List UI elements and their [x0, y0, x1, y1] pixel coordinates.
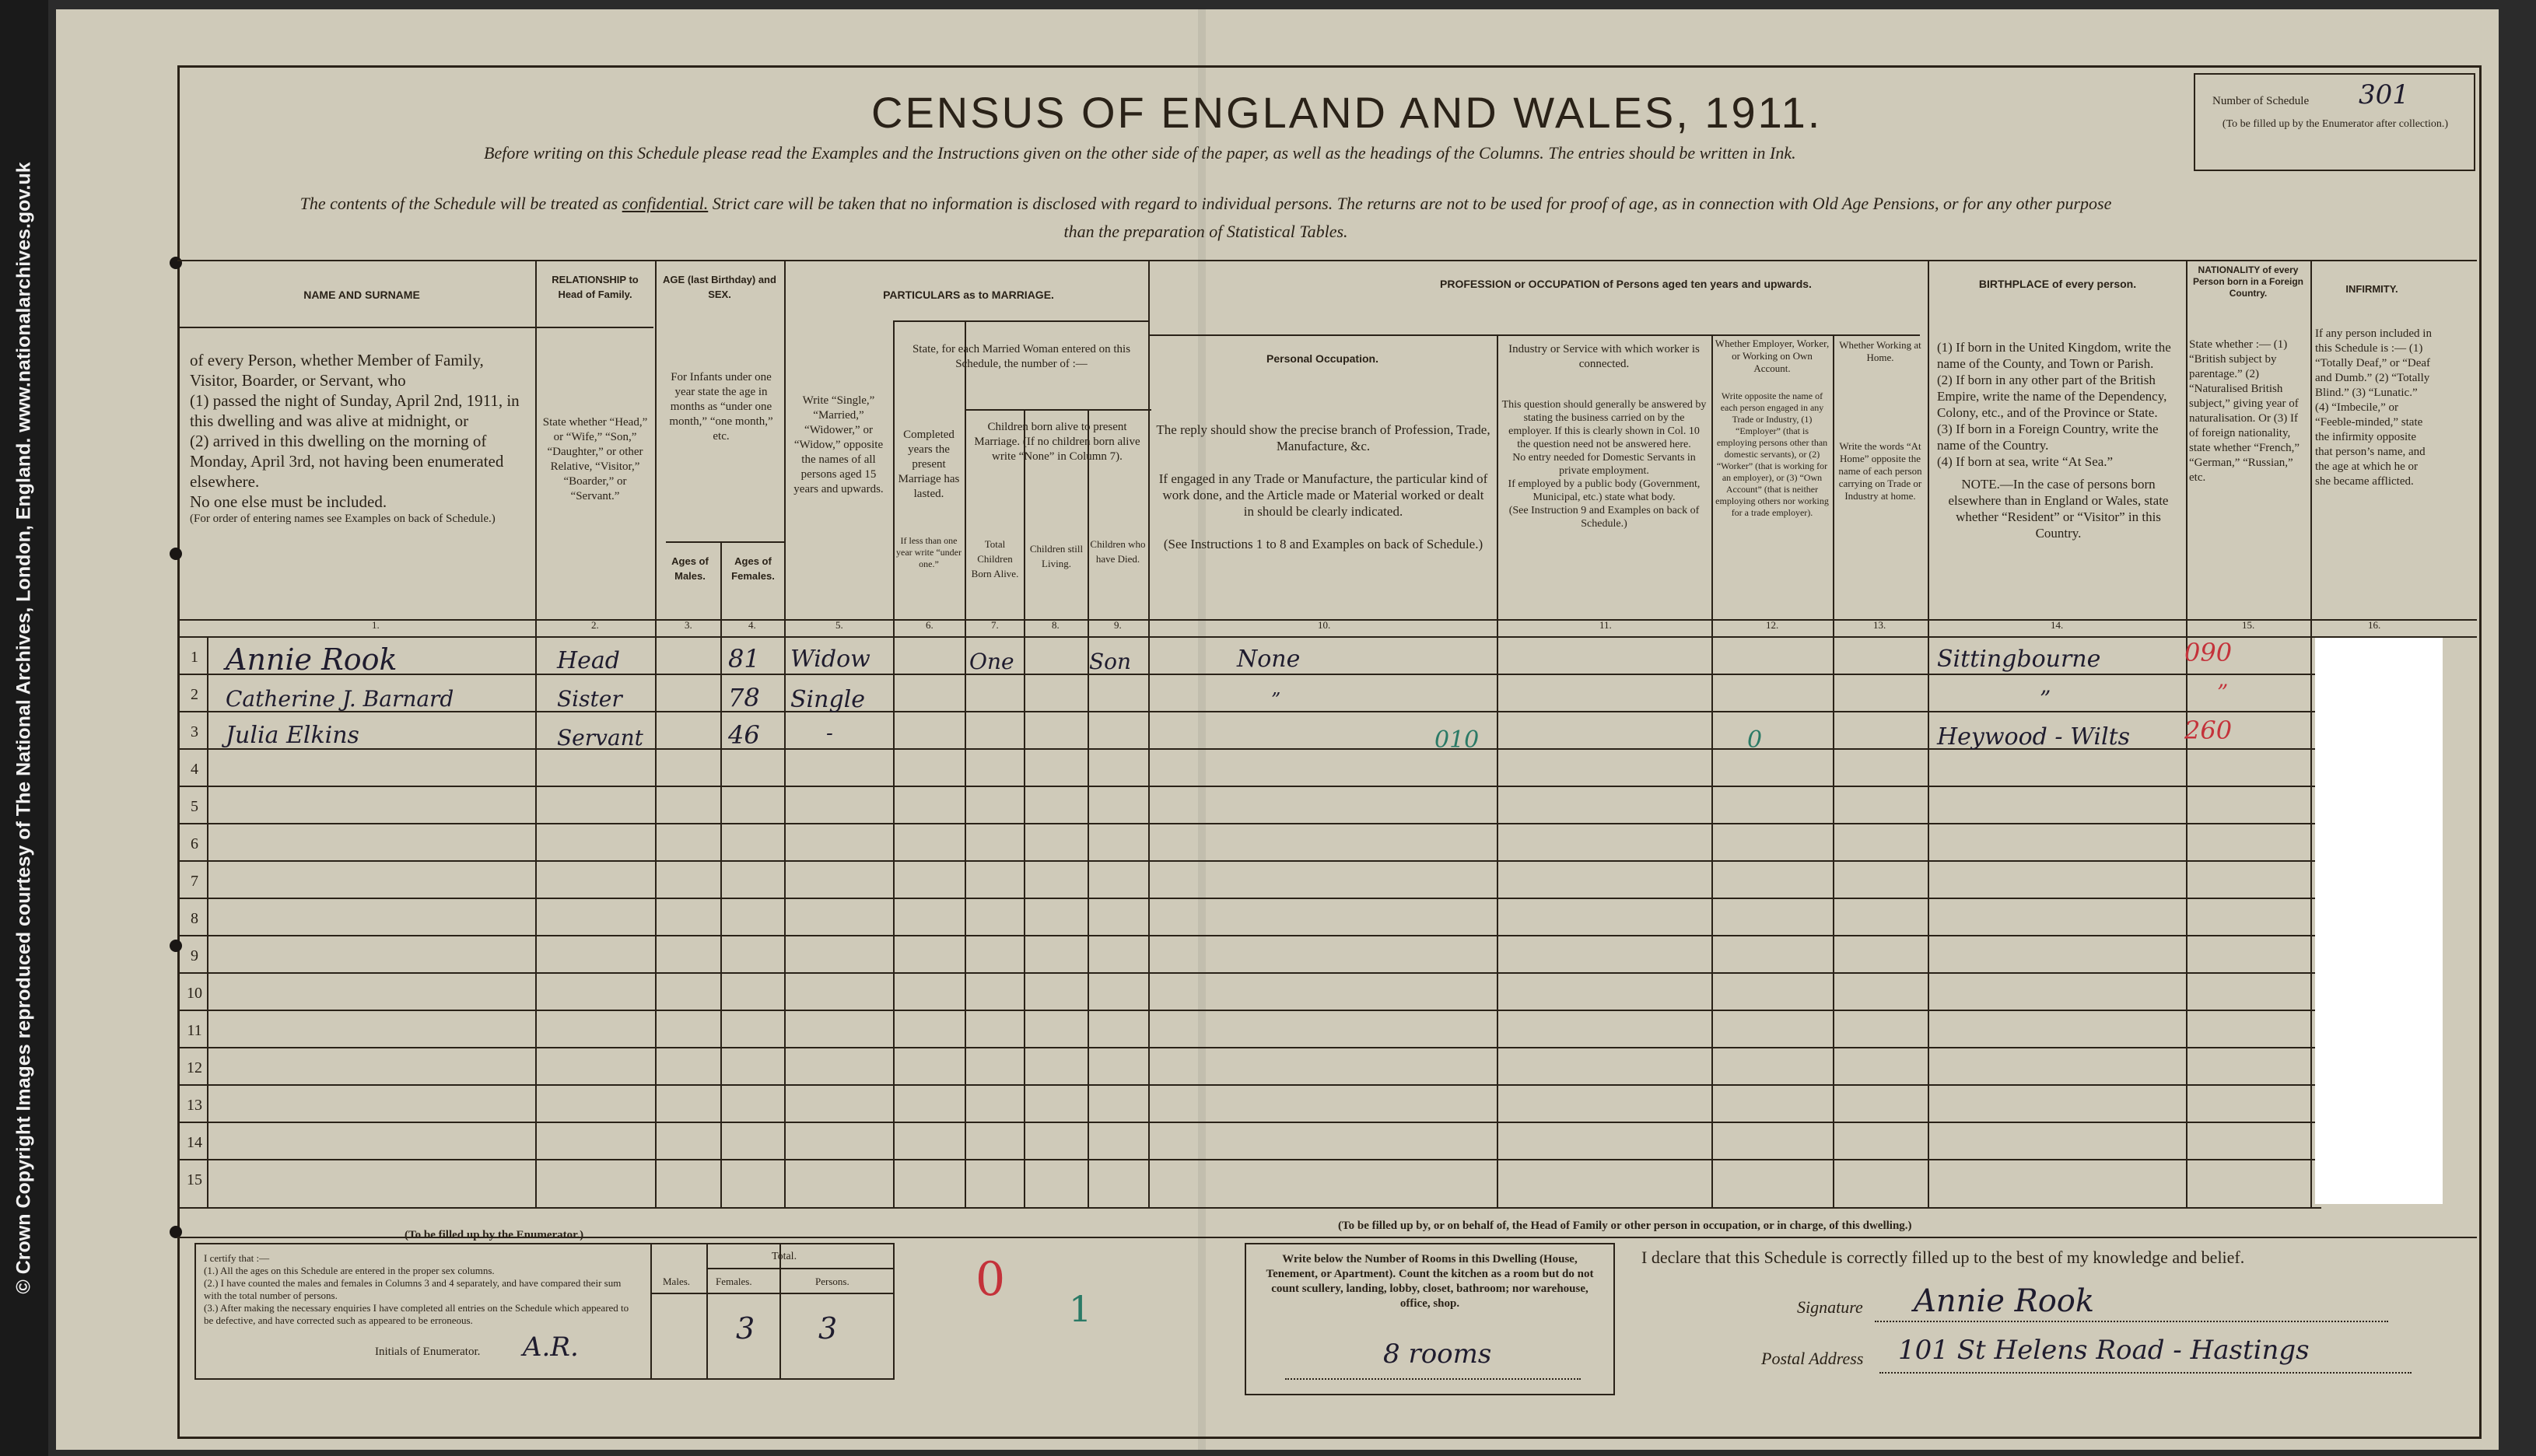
row-line — [177, 860, 2315, 862]
rooms-dotline — [1285, 1378, 1581, 1380]
conf-text-3: than the preparation of Statistical Tables. — [1063, 222, 1348, 241]
header-ages-females: Ages of Females. — [731, 555, 775, 582]
row3-employer-code: 0 — [1747, 726, 1763, 754]
header-birthplace-desc — [1937, 339, 2180, 541]
birth-rule-4: (4) If born at sea, write “At Sea.” — [1937, 454, 2114, 469]
name-rule-1: (1) passed the night of Sunday, April 2nd, 1911, in this dwelling and was alive at midnight, or — [190, 391, 520, 430]
row-line — [177, 1159, 2315, 1160]
row3-birthplace: Heywood - Wilts — [1937, 723, 2131, 751]
col-number: 14. — [2051, 619, 2064, 631]
row1-birthplace: Sittingbourne — [1937, 646, 2101, 673]
header-marriage: PARTICULARS as to MARRIAGE. — [883, 289, 1054, 301]
row2-age-female: 78 — [728, 683, 760, 712]
total-label: Total. — [772, 1251, 797, 1262]
copyright-text: © Crown Copyright Images reproduced courtesy of The National Archives, London, England. www.nationalarchives.gov.uk — [12, 162, 35, 1294]
green-tally-mark: 1 — [1069, 1288, 1092, 1330]
row3-relationship: Servant — [557, 725, 643, 751]
industry-desc-1: This question should generally be answered by stating the business carried on by the employer. If this is clearly shown in Col. 10 the question need not be answered here. — [1501, 399, 1707, 450]
header-marriage-write: Write “Single,” “Married,” “Widower,” or “Widow,” opposite the names of all persons aged 15 years and upwards. — [793, 394, 884, 495]
col-line — [535, 260, 537, 1207]
punch-hole — [170, 548, 182, 560]
birth-note: NOTE.—In the case of persons born elsewhere than in England or Wales, state whether “Resident” or “Visitor” in this Country. — [1948, 477, 2169, 541]
row1-relationship: Head — [557, 647, 621, 674]
subheader-line — [666, 541, 786, 543]
name-rule-3: No one else must be included. — [190, 492, 387, 511]
header-died: Children who have Died. — [1090, 538, 1146, 565]
header-infirmity-desc: If any person included in this Schedule is :— (1) “Totally Deaf,” or “Deaf and Dumb.” (2) “Totally Blind.” (3) “Lunatic.” (4) “Imbecile,” or “Feeble-minded,” state the infirmity opposite that person’s name, and the age at which he or she became afflicted. — [2315, 327, 2432, 488]
enumerator-initials: A.R. — [523, 1332, 579, 1363]
row-line — [177, 711, 2315, 712]
col-line — [1148, 260, 1150, 1207]
row-number: 3 — [191, 723, 198, 740]
col-line — [965, 320, 966, 1207]
col-number: 15. — [2242, 619, 2255, 631]
col-number: 11. — [1599, 619, 1612, 631]
col-line — [893, 320, 895, 1207]
enum-divider — [779, 1244, 781, 1378]
col-number: 10. — [1318, 619, 1331, 631]
signature: Annie Rook — [1914, 1283, 2095, 1319]
col-line — [1928, 260, 1929, 1207]
header-employer-desc: Write opposite the name of each person engaged in any Trade or Industry, (1) “Employer” (that is employing persons other than domestic servants), or (2) “Worker” (that is working for an employer), or (3) “Own Account” (that is neither employing others nor working for a trade employer). — [1715, 390, 1829, 518]
postal-address: 101 St Helens Road - Hastings — [1898, 1335, 2310, 1366]
row-number: 7 — [191, 873, 198, 890]
row-line — [177, 972, 2315, 974]
row-line — [177, 786, 2315, 787]
row-number: 8 — [191, 910, 198, 927]
row3-code: 260 — [2184, 716, 2233, 745]
header-personal-occupation: Personal Occupation. — [1266, 352, 1378, 365]
declaration: I declare that this Schedule is correctly filled up to the best of my knowledge and belief. — [1641, 1248, 2245, 1267]
form-title: CENSUS OF ENGLAND AND WALES, 1911. — [871, 88, 1823, 137]
row1-occupation: None — [1237, 646, 1301, 673]
certify-1: (1.) All the ages on this Schedule are entered in the proper sex columns. — [204, 1265, 495, 1276]
header-children-born: Children born alive to present Marriage. (If no children born alive write “None” in Column 7). — [974, 421, 1140, 463]
col-number: 12. — [1766, 619, 1779, 631]
row-line — [177, 823, 2315, 824]
row3-occupation-code: 010 — [1434, 726, 1480, 754]
header-profession: PROFESSION or OCCUPATION of Persons aged ten years and upwards. — [1440, 278, 1812, 290]
schedule-number-note: (To be filled up by the Enumerator after collection.) — [2222, 118, 2449, 130]
row2-occupation: ” — [1271, 689, 1281, 711]
males-label: Males. — [663, 1276, 691, 1287]
row2-code: ” — [2217, 680, 2229, 705]
row-line — [177, 935, 2315, 936]
row-number: 6 — [191, 835, 198, 852]
row-number: 11 — [187, 1022, 202, 1039]
col-number: 6. — [926, 619, 933, 631]
row3-name: Julia Elkins — [226, 722, 359, 749]
row-number: 14 — [187, 1134, 202, 1151]
row1-code: 090 — [2184, 638, 2233, 667]
enum-divider — [650, 1244, 652, 1378]
enum-divider — [650, 1293, 893, 1294]
subheader-line — [965, 409, 1151, 411]
total-females: 3 — [736, 1311, 755, 1346]
header-ages-males: Ages of Males. — [671, 555, 709, 582]
row3-age-female: 46 — [728, 720, 760, 750]
punch-hole — [170, 940, 182, 952]
header-at-home: Whether Working at Home. — [1839, 339, 1921, 363]
col-line — [1833, 334, 1834, 1207]
form-intro: Before writing on this Schedule please read the Examples and the Instructions given on the other side of the paper, as well as the headings of the Columns. The entries should be written in Ink. — [484, 143, 1796, 163]
copyright-strip — [0, 0, 48, 1456]
header-married-woman: State, for each Married Woman entered on this Schedule, the number of :— — [912, 343, 1131, 370]
header-relationship: RELATIONSHIP to Head of Family. — [552, 274, 639, 300]
col-line — [655, 260, 657, 1207]
row-number: 9 — [191, 947, 198, 964]
col-number: 3. — [685, 619, 692, 631]
row-line — [177, 674, 2315, 675]
enum-divider — [708, 1268, 893, 1269]
row-number: 4 — [191, 761, 198, 778]
col-number: 9. — [1114, 619, 1122, 631]
conf-underlined: confidential. — [622, 194, 709, 213]
row1-died: Son — [1089, 649, 1132, 674]
occ-desc-1: The reply should show the precise branch of Profession, Trade, Manufacture, &c. — [1156, 422, 1490, 453]
header-total-born: Total Children Born Alive. — [971, 538, 1019, 579]
conf-text-1: The contents of the Schedule will be treated as — [299, 194, 618, 213]
schedule-number: 301 — [2359, 79, 2409, 110]
persons-label: Persons. — [815, 1276, 849, 1287]
signature-label: Signature — [1797, 1297, 1863, 1317]
header-age-desc: For Infants under one year state the age in months as “under one month,” “one month,” etc. — [669, 371, 773, 443]
header-at-home-desc: Write the words “At Home” opposite the name of each person carrying on Trade or Industry at home. — [1838, 440, 1922, 502]
birth-rule-3: (3) If born in a Foreign Country, write the name of the Country. — [1937, 422, 2159, 453]
schedule-number-label: Number of Schedule — [2212, 95, 2310, 107]
table-bottom-line — [177, 1207, 2321, 1209]
col-number: 5. — [835, 619, 843, 631]
header-birthplace: BIRTHPLACE of every person. — [1978, 278, 2137, 290]
row3-marriage: - — [826, 722, 833, 745]
row-number: 15 — [187, 1171, 202, 1188]
col-line — [1024, 409, 1025, 1207]
header-name: NAME AND SURNAME — [303, 289, 420, 301]
col-line — [1497, 334, 1498, 1207]
row2-birthplace: ” — [2040, 686, 2051, 712]
header-relationship-desc: State whether “Head,” or “Wife,” “Son,” “Daughter,” or other Relative, “Visitor,” “Boarder,” or “Servant.” — [542, 416, 648, 502]
name-desc-text: of every Person, whether Member of Family, Visitor, Boarder, or Servant, who — [190, 351, 484, 390]
row-line — [177, 1084, 2315, 1086]
row2-relationship: Sister — [557, 686, 622, 712]
header-industry-desc — [1501, 398, 1707, 530]
total-persons: 3 — [818, 1311, 838, 1346]
address-dotline — [1879, 1372, 2412, 1374]
col-number: 4. — [748, 619, 756, 631]
occupier-heading: (To be filled up by, or on behalf of, the Head of Family or other person in occupation, or in charge, of this dwelling.) — [1338, 1220, 1912, 1232]
name-rule-4: (For order of entering names see Examples on back of Schedule.) — [190, 513, 496, 525]
subheader-line — [177, 327, 653, 328]
header-industry: Industry or Service with which worker is connected. — [1508, 343, 1700, 370]
header-name-desc — [190, 350, 527, 527]
certify-2: (2.) I have counted the males and females in Columns 3 and 4 separately, and have compared their sum with the total number of persons. — [204, 1277, 622, 1301]
occ-desc-2: If engaged in any Trade or Manufacture, the particular kind of work done, and the Article made or Material worked or dealt in should be clearly indicated. — [1158, 471, 1488, 519]
row1-name: Annie Rook — [226, 642, 398, 677]
header-age: AGE (last Birthday) and SEX. — [663, 274, 776, 300]
rooms-box — [1245, 1243, 1615, 1395]
col-number: 1. — [372, 619, 380, 631]
rooms-instructions: Write below the Number of Rooms in this Dwelling (House, Tenement, or Apartment). Count the kitchen as a room but do not count scullery, landing, lobby, closet, bathroom; nor warehouse, office, shop. — [1266, 1253, 1594, 1310]
row-number: 2 — [191, 686, 198, 703]
row-number: 5 — [191, 798, 198, 815]
enum-divider — [706, 1244, 708, 1378]
enumerator-heading: (To be filled up by the Enumerator.) — [405, 1229, 584, 1241]
header-employer: Whether Employer, Worker, or Working on Own Account. — [1715, 338, 1830, 374]
header-still-living: Children still Living. — [1029, 543, 1084, 569]
females-label: Females. — [716, 1276, 752, 1287]
col-line — [784, 260, 786, 1207]
row-number: 13 — [187, 1097, 202, 1114]
header-nationality: NATIONALITY of every Person born in a Foreign Country. — [2192, 264, 2303, 299]
rooms-count: 8 rooms — [1383, 1339, 1492, 1370]
header-nationality-desc: State whether :— (1) “British subject by parentage.” (2) “Naturalised British subject,” giving year of naturalisation. Or (3) If of foreign nationality, state whether “French,” “German,” “Russian,” etc. — [2189, 338, 2300, 484]
row-line — [177, 1047, 2315, 1048]
schedule-number-box — [2194, 73, 2475, 171]
red-tally-mark: 0 — [976, 1252, 1006, 1307]
certify-3: (3.) After making the necessary enquiries I have completed all entries on the Schedule which appeared to be defective, and have corrected such as appeared to be erroneous. — [204, 1302, 629, 1326]
enumerator-certify — [204, 1252, 639, 1327]
col-number: 8. — [1052, 619, 1060, 631]
col-line — [2310, 260, 2312, 1207]
name-rule-2: (2) arrived in this dwelling on the morning of Monday, April 3rd, not having been enumerated elsewhere. — [190, 432, 504, 491]
industry-desc-2: No entry needed for Domestic Servants in private employment. — [1512, 452, 1696, 477]
col-number: 13. — [1873, 619, 1886, 631]
row1-marriage: Widow — [790, 646, 870, 673]
col-line — [720, 541, 722, 1207]
row2-marriage: Single — [790, 686, 866, 713]
col-number: 7. — [991, 619, 999, 631]
row2-name: Catherine J. Barnard — [226, 686, 454, 712]
signature-dotline — [1875, 1321, 2388, 1322]
initials-label: Initials of Enumerator. — [375, 1346, 481, 1358]
conf-text-2: Strict care will be taken that no information is disclosed with regard to individual persons. The returns are not to be used for proof of age, as in connection with Old Age Pensions, or for any other purpose — [712, 194, 2112, 213]
row-number: 1 — [191, 649, 198, 666]
industry-desc-3: If employed by a public body (Government, Municipal, etc.) state what body. — [1508, 478, 1701, 503]
birth-rule-1: (1) If born in the United Kingdom, write the name of the County, and Town or Parish. — [1937, 340, 2171, 371]
col-number: 16. — [2368, 619, 2381, 631]
header-infirmity: INFIRMITY. — [2345, 283, 2398, 295]
rownum-line — [207, 636, 208, 1207]
header-occupation-desc — [1156, 422, 1490, 552]
occ-desc-3: (See Instructions 1 to 8 and Examples on back of Schedule.) — [1163, 537, 1483, 551]
colnum-line — [177, 636, 2477, 638]
col-number: 2. — [591, 619, 599, 631]
row-line — [177, 1010, 2315, 1011]
row1-total-born: One — [969, 649, 1014, 674]
row-line — [177, 1122, 2315, 1123]
row-number: 10 — [187, 985, 202, 1002]
address-label: Postal Address — [1761, 1349, 1864, 1368]
birth-rule-2: (2) If born in any other part of the British Empire, write the name of the Dependency, Colony, etc., and of the Province or State. — [1937, 373, 2167, 420]
enumerator-box — [194, 1243, 895, 1380]
header-completed-note: If less than one year write “under one.” — [896, 535, 962, 569]
col-line — [1711, 334, 1713, 1207]
subheader-line — [893, 320, 1150, 322]
row-line — [177, 898, 2315, 899]
blank-area — [2315, 638, 2443, 1204]
row-number: 12 — [187, 1059, 202, 1076]
row1-age-female: 81 — [728, 644, 760, 674]
confidential-notice — [210, 190, 2201, 246]
header-completed-years: Completed years the present Marriage has lasted. — [898, 429, 960, 500]
col-line — [1088, 409, 1089, 1207]
industry-desc-4: (See Instruction 9 and Examples on back of Schedule.) — [1508, 505, 1700, 530]
certify-intro: I certify that :— — [204, 1252, 270, 1264]
punch-hole — [170, 257, 182, 269]
table-top-line — [177, 260, 2477, 261]
subheader-line — [1150, 334, 1920, 336]
